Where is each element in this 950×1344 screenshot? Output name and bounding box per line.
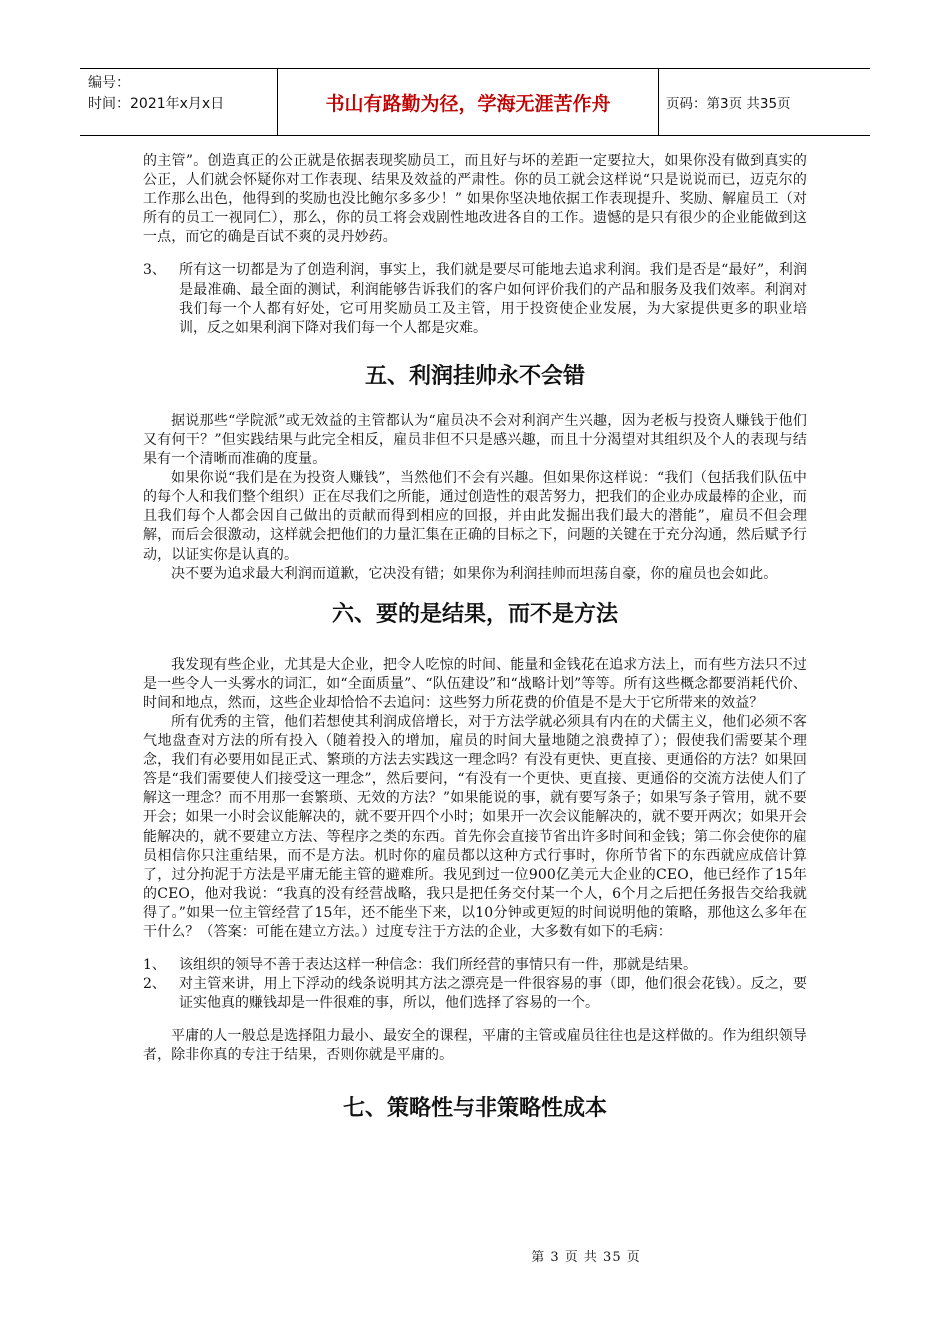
page-footer: 第 3 页 共 35 页: [531, 1250, 641, 1265]
document-body: [143, 152, 807, 1124]
header-page-info: 页码：第3页 共35页: [666, 96, 791, 112]
section-heading-6: 六、要的是结果，而不是方法: [331, 601, 618, 627]
section-heading-7: 七、策略性与非策略性成本: [342, 1095, 607, 1121]
list-item: [143, 956, 807, 975]
list-number: 3、: [143, 262, 166, 279]
header-meta: [80, 69, 278, 135]
paragraph: 如果你说“我们是在为投资人赚钱”，当然他们不会有兴趣。但如果你这样说：“我们（包括我们队伍中的每个人和我们整个组织）正在尽我们之所能，通过创造性的艰苦努力，把我们的企业办成最棒的企业，而且我们每个人都会因自己做出的贡献而得到相应的回报，并由此发掘出我们最大的潜能”，雇员不但会理解，而后会很激动，这样就会把他们的力量汇集在正确的目标之下，问题的关键在于充分沟通，然后赋予行动，以证实你是认真的。: [143, 470, 807, 563]
paragraph: 平庸的人一般总是选择阻力最小、最安全的课程，平庸的主管或雇员往往也是这样做的。作为组织领导者，除非你真的专注于结果，否则你就是平庸的。: [143, 1028, 807, 1064]
page-header: [80, 68, 870, 136]
list-item: [143, 261, 807, 337]
header-motto: 书山有路勤为径，学海无涯苦作舟: [278, 69, 659, 135]
list-number: 2、: [143, 976, 166, 993]
list-number: 1、: [143, 957, 166, 974]
section-heading-5: 五、利润挂帅永不会错: [364, 363, 585, 389]
list-text: 该组织的领导不善于表达这样一种信念：我们所经营的事情只有一件，那就是结果。: [179, 957, 697, 974]
paragraph: 据说那些“学院派”或无效益的主管都认为“雇员决不会对利润产生兴趣，因为老板与投资人赚钱于他们又有何干？”但实践结果与此完全相反，雇员非但不只是感兴趣，而且十分渴望对其组织及个人的表现与结果有一个清晰而准确的度量。: [143, 412, 807, 468]
number-label: 编号：: [88, 75, 130, 91]
list-item: [143, 975, 807, 1013]
time-label: 时间：2021年x月x日: [88, 96, 225, 112]
list-text: 所有这一切都是为了创造利润，事实上，我们就是要尽可能地去追求利润。我们是否是“最好”，利润是最准确、最全面的测试，利润能够告诉我们的客户如何评价我们的产品和服务及我们效率。利润对我们每一个人都有好处，它可用奖励员工及主管，用于投资使企业发展，为大家提供更多的职业培训，反之如果利润下降对我们每一个人都是灾难。: [179, 262, 807, 336]
paragraph: 决不要为追求最大利润而道歉，它决没有错；如果你为利润挂帅而坦荡自豪，你的雇员也会如此。: [171, 565, 778, 582]
paragraph: 我发现有些企业，尤其是大企业，把令人吃惊的时间、能量和金钱花在追求方法上，而有些方法只不过是一些令人一头雾水的词汇，如“全面质量”、“队伍建设”和“战略计划”等等。所有这些概念都要消耗代价、时间和地点，然而，这些企业却恰恰不去追问：这些努力所花费的价值是不是大于它所带来的效益？: [143, 656, 807, 711]
list-text: 对主管来讲，用上下浮动的线条说明其方法之漂亮是一件很容易的事（即，他们很会花钱）。反之，要证实他真的赚钱却是一件很难的事，所以，他们选择了容易的一个。: [179, 976, 807, 1012]
paragraph: 所有优秀的主管，他们若想使其利润成倍增长，对于方法学就必须具有内在的犬儒主义，他们必须不客气地盘查对方法的所有投入（随着投入的增加，雇员的时间大量地随之浪费掉了）；假使我们需要某个理念，我们有必要用如昆正式、繁琐的方法去实践这一理念吗？有没有更快、更直接、更通俗的方法？如果回答是“我们需要使人们接受这一理念”，然后要问，“有没有一个更快、更直接、更通俗的交流方法使人们了解这一理念？而不用那一套繁琐、无效的方法？”如果能说的事，就有要写条子；如果写条子管用，就不要开会；如果一小时会议能解决的，就不要开四个小时；如果开一次会议能解决的，就不要开两次；如果开会能解决的，就不要建立方法、等程序之类的东西。首先你会直接节省出许多时间和金钱；第二你会使你的雇员相信你只注重结果，而不是方法。机时你的雇员都以这种方式行事时，你所节省下的东西就应成倍计算了，过分拘泥于方法是平庸无能主管的避难所。我见到过一位900亿美元大企业的CEO，他已经作了15年的CEO，他对我说：“我真的没有经营战略，我只是把任务交付某一个人，6个月之后把任务报告交给我就得了。”如果一位主管经营了15年，还不能坐下来，以10分钟或更短的时间说明他的策略，那他这么多年在干什么？（答案：可能在建立方法。）过度专注于方法的企业，大多数有如下的毛病：: [143, 713, 807, 940]
paragraph: 的主管”。创造真正的公正就是依据表现奖励员工，而且好与坏的差距一定要拉大，如果你没有做到真实的公正，人们就会怀疑你对工作表现、结果及效益的严肃性。你的员工就会这样说“只是说说而已，迈克尔的工作那么出色，他得到的奖励也没比鲍尔多多少！” 如果你坚决地依据工作表现提升、奖励、解雇员工（对所有的员工一视同仁），那么，你的员工将会戏剧性地改进各自的工作。遗憾的是只有很少的企业能做到这一点，而它的确是百试不爽的灵丹妙药。: [143, 153, 807, 246]
